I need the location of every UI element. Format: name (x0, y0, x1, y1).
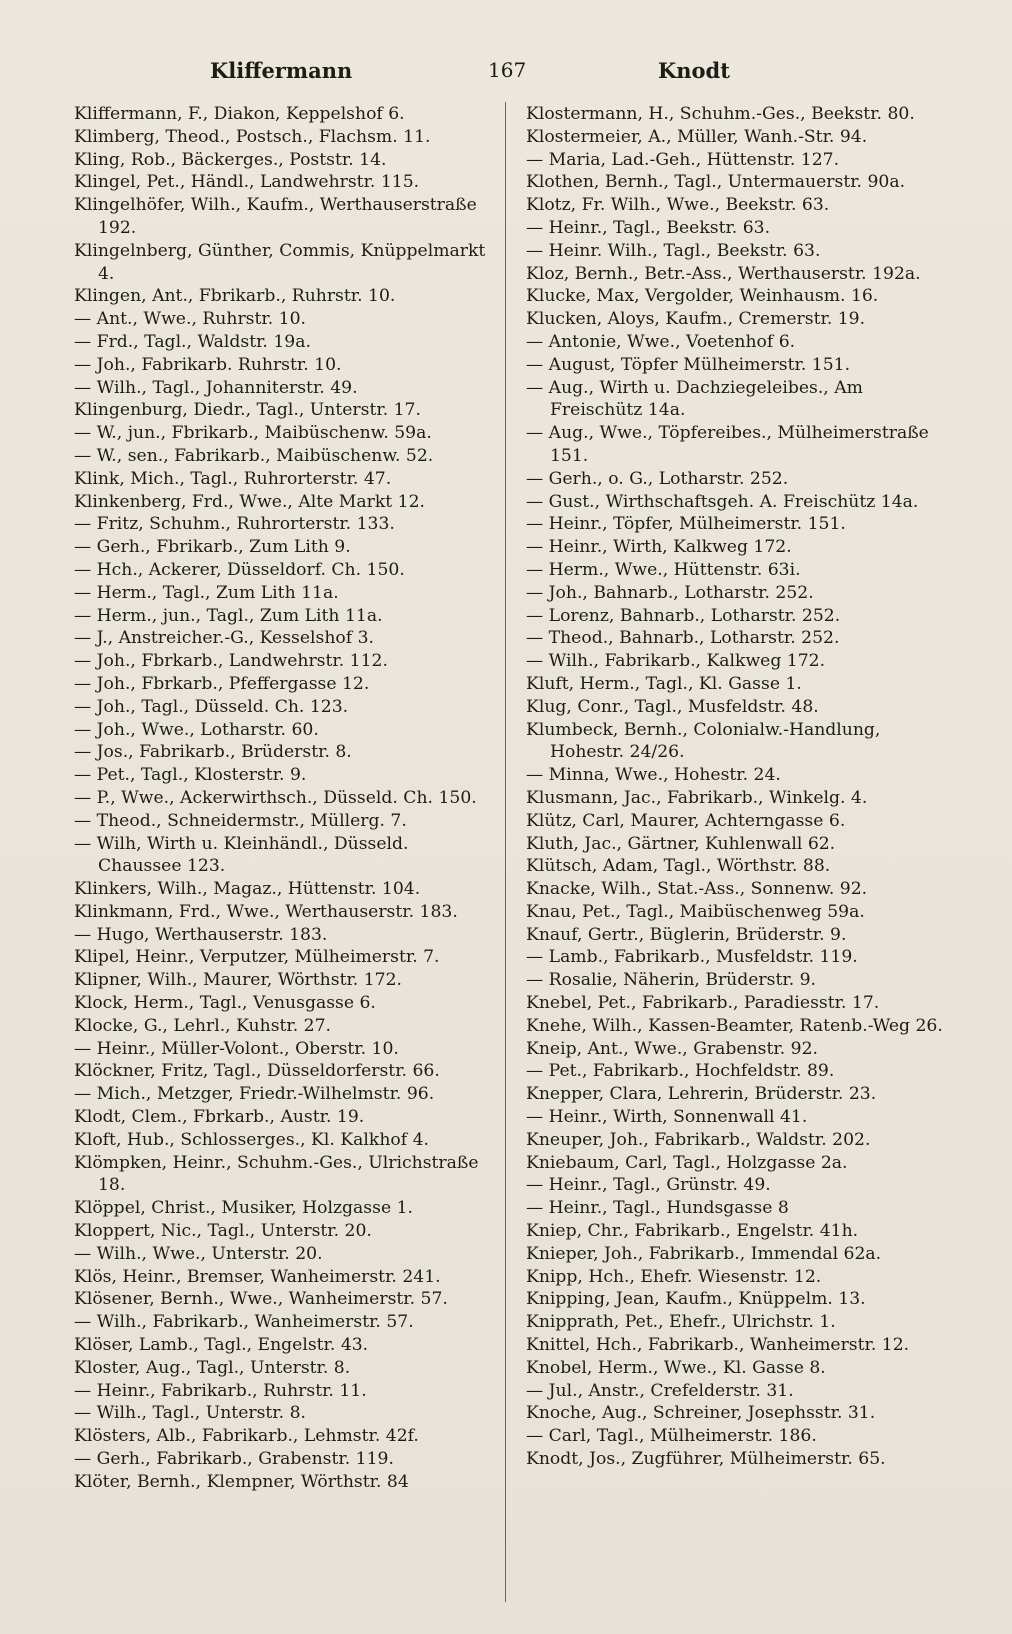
directory-entry: — Minna, Wwe., Hohestr. 24. (526, 765, 781, 786)
directory-entry: Klucke, Max, Vergolder, Weinhausm. 16. (526, 286, 879, 307)
directory-entry: — Heinr., Fabrikarb., Ruhrstr. 11. (74, 1380, 367, 1401)
directory-entry: — Joh., Tagl., Düsseld. Ch. 123. (74, 696, 349, 717)
directory-entry: — Heinr., Tagl., Hundsgasse 8 (526, 1198, 789, 1219)
directory-entry: — Theod., Schneidermstr., Müllerg. 7. (74, 810, 407, 831)
directory-entry: Knittel, Hch., Fabrikarb., Wanheimerstr. 12. (526, 1335, 910, 1356)
right-column (526, 103, 956, 1471)
directory-entry: — Pet., Fabrikarb., Hochfeldstr. 89. (526, 1061, 835, 1082)
directory-entry: Klingelnberg, Günther, Commis, Knüppelmarkt 4. (74, 240, 486, 284)
directory-entry: Knoche, Aug., Schreiner, Josephsstr. 31. (526, 1403, 876, 1424)
directory-entry: — P., Wwe., Ackerwirthsch., Düsseld. Ch. 150. (74, 787, 477, 808)
directory-entry: — Maria, Lad.-Geh., Hüttenstr. 127. (526, 149, 840, 170)
page-number: 167 (488, 58, 527, 82)
directory-entry: — W., jun., Fbrikarb., Maibüschenw. 59a. (74, 423, 432, 444)
directory-entry: Klumbeck, Bernh., Colonialw.-Handlung, Hohestr. 24/26. (526, 719, 881, 763)
directory-entry: — Lorenz, Bahnarb., Lotharstr. 252. (526, 605, 841, 626)
directory-entry: — Herm., Wwe., Hüttenstr. 63i. (526, 559, 801, 580)
directory-entry: — Heinr., Müller-Volont., Oberstr. 10. (74, 1038, 399, 1059)
directory-entry: — Herm., Tagl., Zum Lith 11a. (74, 582, 339, 603)
directory-entry: Klöser, Lamb., Tagl., Engelstr. 43. (74, 1335, 369, 1356)
directory-entry: Kniep, Chr., Fabrikarb., Engelstr. 41h. (526, 1221, 859, 1242)
directory-entry: Knodt, Jos., Zugführer, Mülheimerstr. 65. (526, 1449, 886, 1470)
directory-entry: — Joh., Fbrkarb., Landwehrstr. 112. (74, 651, 388, 672)
directory-entry: Klinkenberg, Frd., Wwe., Alte Markt 12. (74, 491, 425, 512)
directory-entry: Klinkers, Wilh., Magaz., Hüttenstr. 104. (74, 879, 421, 900)
directory-entry: Kneip, Ant., Wwe., Grabenstr. 92. (526, 1038, 818, 1059)
directory-entry: Klusmann, Jac., Fabrikarb., Winkelg. 4. (526, 787, 868, 808)
directory-entry: — Wilh, Wirth u. Kleinhändl., Düsseld. Chaussee 123. (74, 833, 409, 877)
directory-entry: — Gust., Wirthschaftsgeh. A. Freischütz 14a. (526, 491, 919, 512)
directory-entry: — Jos., Fabrikarb., Brüderstr. 8. (74, 742, 352, 763)
running-head-left: Kliffermann (210, 58, 353, 83)
directory-entry: — Heinr., Tagl., Grünstr. 49. (526, 1175, 771, 1196)
directory-entry: — Gerh., o. G., Lotharstr. 252. (526, 468, 789, 489)
directory-entry: Kloster, Aug., Tagl., Unterstr. 8. (74, 1357, 351, 1378)
directory-entry: Kliffermann, F., Diakon, Keppelshof 6. (74, 104, 405, 124)
directory-entry: Knipping, Jean, Kaufm., Knüppelm. 13. (526, 1289, 866, 1310)
directory-entry: Kluft, Herm., Tagl., Kl. Gasse 1. (526, 673, 802, 694)
directory-entry: Knauf, Gertr., Büglerin, Brüderstr. 9. (526, 924, 847, 945)
directory-entry: Kniebaum, Carl, Tagl., Holzgasse 2a. (526, 1152, 848, 1173)
directory-entry: Knau, Pet., Tagl., Maibüschenweg 59a. (526, 901, 865, 922)
page-header (0, 52, 1012, 92)
directory-entry: — Joh., Fabrikarb. Ruhrstr. 10. (74, 354, 342, 375)
directory-entry: — Herm., jun., Tagl., Zum Lith 11a. (74, 605, 383, 626)
directory-entry: Kluth, Jac., Gärtner, Kuhlenwall 62. (526, 833, 836, 854)
directory-entry: Knebel, Pet., Fabrikarb., Paradiesstr. 17. (526, 993, 880, 1014)
directory-entry: Klösener, Bernh., Wwe., Wanheimerstr. 57. (74, 1289, 448, 1310)
directory-entry: — Pet., Tagl., Klosterstr. 9. (74, 765, 307, 786)
directory-entry: — Wilh., Tagl., Unterstr. 8. (74, 1403, 306, 1424)
directory-entry: Klimberg, Theod., Postsch., Flachsm. 11. (74, 126, 431, 147)
directory-entry: Klug, Conr., Tagl., Musfeldstr. 48. (526, 696, 819, 717)
directory-entry: Klucken, Aloys, Kaufm., Cremerstr. 19. (526, 309, 866, 330)
directory-entry: — W., sen., Fabrikarb., Maibüschenw. 52. (74, 445, 434, 466)
directory-entry: Klostermann, H., Schuhm.-Ges., Beekstr. 80. (526, 104, 915, 124)
running-head-right: Knodt (658, 58, 730, 83)
directory-entry: Knobel, Herm., Wwe., Kl. Gasse 8. (526, 1357, 826, 1378)
directory-entry: — Mich., Metzger, Friedr.-Wilhelmstr. 96. (74, 1084, 435, 1105)
directory-entry: Kneuper, Joh., Fabrikarb., Waldstr. 202. (526, 1129, 871, 1150)
directory-entry: — Antonie, Wwe., Voetenhof 6. (526, 331, 796, 352)
directory-entry: Klütz, Carl, Maurer, Achterngasse 6. (526, 810, 846, 831)
directory-entry: Knipp, Hch., Ehefr. Wiesenstr. 12. (526, 1266, 822, 1287)
directory-entry: — Hch., Ackerer, Düsseldorf. Ch. 150. (74, 559, 405, 580)
directory-entry: Klingelhöfer, Wilh., Kaufm., Werthauserstraße 192. (74, 195, 477, 238)
directory-entry: — Aug., Wirth u. Dachziegeleibes., Am Freischütz 14a. (526, 377, 863, 421)
directory-entry: Klotz, Fr. Wilh., Wwe., Beekstr. 63. (526, 195, 830, 216)
directory-entry: — Wilh., Fabrikarb., Kalkweg 172. (526, 651, 826, 672)
column-divider (505, 102, 506, 1602)
directory-entry: Klocke, G., Lehrl., Kuhstr. 27. (74, 1015, 332, 1036)
directory-entry: Kloz, Bernh., Betr.-Ass., Werthauserstr. 192a. (526, 263, 921, 284)
directory-entry: — Joh., Fbrkarb., Pfeffergasse 12. (74, 673, 370, 694)
directory-entry: — Rosalie, Näherin, Brüderstr. 9. (526, 970, 817, 991)
directory-entry: — Heinr., Tagl., Beekstr. 63. (526, 217, 771, 238)
directory-entry: Knepper, Clara, Lehrerin, Brüderstr. 23. (526, 1084, 877, 1105)
directory-entry: Kloppert, Nic., Tagl., Unterstr. 20. (74, 1221, 372, 1242)
directory-entry: — Joh., Wwe., Lotharstr. 60. (74, 719, 319, 740)
directory-entry: — Frd., Tagl., Waldstr. 19a. (74, 331, 311, 352)
directory-entry: — Fritz, Schuhm., Ruhrorterstr. 133. (74, 514, 395, 535)
directory-entry: — Hugo, Werthauserstr. 183. (74, 924, 328, 945)
directory-entry: — Gerh., Fbrikarb., Zum Lith 9. (74, 537, 351, 558)
directory-entry: Klütsch, Adam, Tagl., Wörthstr. 88. (526, 856, 831, 877)
directory-entry: Klösters, Alb., Fabrikarb., Lehmstr. 42f. (74, 1426, 419, 1447)
directory-entry: — Aug., Wwe., Töpfereibes., Mülheimerstraße 151. (526, 423, 929, 466)
directory-entry: — Jul., Anstr., Crefelderstr. 31. (526, 1380, 794, 1401)
directory-entry: Knipprath, Pet., Ehefr., Ulrichstr. 1. (526, 1312, 836, 1333)
directory-entry: — Wilh., Wwe., Unterstr. 20. (74, 1243, 323, 1264)
directory-entry: Klostermeier, A., Müller, Wanh.-Str. 94. (526, 126, 868, 147)
directory-entry: Knehe, Wilh., Kassen-Beamter, Ratenb.-Weg 26. (526, 1015, 943, 1036)
directory-entry: Knieper, Joh., Fabrikarb., Immendal 62a. (526, 1243, 882, 1264)
directory-entry: — Wilh., Tagl., Johanniterstr. 49. (74, 377, 358, 398)
directory-entry: Klingen, Ant., Fbrikarb., Ruhrstr. 10. (74, 286, 396, 307)
directory-entry: — Lamb., Fabrikarb., Musfeldstr. 119. (526, 947, 858, 968)
directory-entry: — August, Töpfer Mülheimerstr. 151. (526, 354, 851, 375)
directory-entry: Klipel, Heinr., Verputzer, Mülheimerstr. 7. (74, 947, 440, 968)
directory-entry: Klöppel, Christ., Musiker, Holzgasse 1. (74, 1198, 413, 1219)
directory-entry: Klipner, Wilh., Maurer, Wörthstr. 172. (74, 970, 402, 991)
directory-entry: — Gerh., Fabrikarb., Grabenstr. 119. (74, 1449, 394, 1470)
directory-entry: — Theod., Bahnarb., Lotharstr. 252. (526, 628, 840, 649)
directory-entry: Klös, Heinr., Bremser, Wanheimerstr. 241. (74, 1266, 441, 1287)
directory-entry: Kloft, Hub., Schlosserges., Kl. Kalkhof 4. (74, 1129, 429, 1150)
directory-entry: — Heinr., Töpfer, Mülheimerstr. 151. (526, 514, 846, 535)
left-column (74, 103, 494, 1494)
directory-entry: Klingel, Pet., Händl., Landwehrstr. 115. (74, 172, 420, 193)
directory-entry: Klodt, Clem., Fbrkarb., Austr. 19. (74, 1107, 365, 1128)
directory-entry: Klink, Mich., Tagl., Ruhrorterstr. 47. (74, 468, 392, 489)
directory-entry: Klingenburg, Diedr., Tagl., Unterstr. 17. (74, 400, 421, 421)
directory-entry: Klock, Herm., Tagl., Venusgasse 6. (74, 993, 376, 1014)
directory-entry: — J., Anstreicher.-G., Kesselshof 3. (74, 628, 374, 649)
directory-entry: — Heinr., Wirth, Sonnenwall 41. (526, 1107, 808, 1128)
directory-entry: — Carl, Tagl., Mülheimerstr. 186. (526, 1426, 817, 1447)
directory-entry: — Wilh., Fabrikarb., Wanheimerstr. 57. (74, 1312, 414, 1333)
directory-entry: Klömpken, Heinr., Schuhm.-Ges., Ulrichstraße 18. (74, 1152, 479, 1196)
directory-entry: Klöckner, Fritz, Tagl., Düsseldorferstr. 66. (74, 1061, 440, 1082)
directory-entry: — Heinr. Wilh., Tagl., Beekstr. 63. (526, 240, 821, 261)
directory-entry: — Heinr., Wirth, Kalkweg 172. (526, 537, 792, 558)
directory-entry: Kling, Rob., Bäckerges., Poststr. 14. (74, 149, 387, 170)
directory-entry: — Joh., Bahnarb., Lotharstr. 252. (526, 582, 814, 603)
directory-entry: Knacke, Wilh., Stat.-Ass., Sonnenw. 92. (526, 879, 868, 900)
directory-entry: Klinkmann, Frd., Wwe., Werthauserstr. 183. (74, 901, 458, 922)
directory-entry: — Ant., Wwe., Ruhrstr. 10. (74, 309, 306, 330)
directory-entry: Klöter, Bernh., Klempner, Wörthstr. 84 (74, 1471, 409, 1492)
directory-entry: Klothen, Bernh., Tagl., Untermauerstr. 90a. (526, 172, 906, 193)
